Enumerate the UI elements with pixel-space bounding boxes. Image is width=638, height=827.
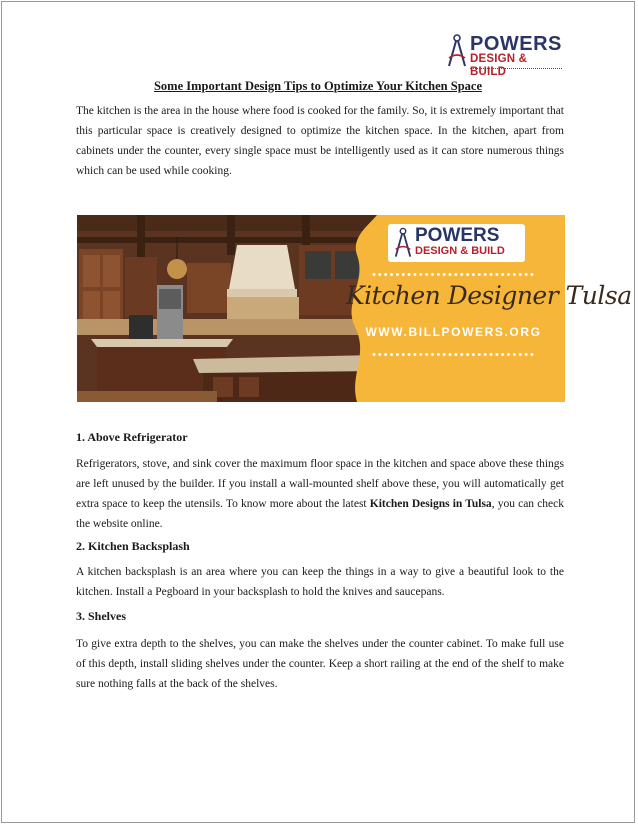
banner-logo (388, 224, 525, 262)
paragraph-text: Refrigerators, stove, and sink cover the maximum floor space in the kitchen and space above these things are left unused by the builder. If you install a wall-mounted shelf above these, you will automatically get extra space to keep the utensils. To know more about the latest (76, 458, 564, 510)
document-title: Some Important Design Tips to Optimize Your Kitchen Space (153, 79, 483, 93)
section-paragraph: To give extra depth to the shelves, you can make the shelves under the counter cabinet. To make full use of this depth, install sliding shelves under the counter. Keep a short railing at the end of the shelf to make sure nothing falls at the back of the shelves. (76, 638, 564, 690)
section-paragraph (76, 454, 564, 534)
logo-divider (470, 68, 562, 69)
compass-icon (446, 34, 468, 68)
banner-dots-bottom: •••••••••••••••••••••••••••• (372, 349, 536, 361)
intro-paragraph: The kitchen is the area in the house where food is cooked for the family. So, it is extremely important that this particular space is creatively designed to optimize the kitchen space. In the kitchen, apart from cabinets under the counter, every single space must be intelligently used as it can store numerous things which can be used while cooking. (76, 105, 564, 177)
section-paragraph: A kitchen backsplash is an area where you can keep the things in a way to give a beautiful look to the kitchen. Install a Pegboard in your backsplash to hold the knives and saucepans. (76, 566, 564, 598)
kitchen-designs-link-text: Kitchen Designs in Tulsa (369, 498, 492, 510)
kitchen-banner-image (77, 215, 632, 402)
powers-logo (446, 32, 566, 78)
logo-word-design-build: DESIGN & BUILD (470, 53, 528, 78)
section-heading: 1. Above Refrigerator (76, 430, 188, 444)
document-page (1, 1, 635, 823)
compass-icon (393, 227, 413, 259)
logo-word-powers: POWERS (470, 33, 562, 55)
banner-dots-top: •••••••••••••••••••••••••••• (372, 269, 536, 281)
section-heading: 3. Shelves (76, 609, 127, 623)
banner-logo-word-powers: POWERS (415, 225, 500, 246)
paragraph-text: , you can check the website online. (76, 498, 565, 530)
banner-logo-word-design-build: DESIGN & BUILD (415, 245, 505, 257)
banner-url: WWW.BILLPOWERS.ORG (365, 325, 542, 339)
banner-tagline: Kitchen Designer Tulsa (346, 281, 632, 310)
section-heading: 2. Kitchen Backsplash (76, 539, 190, 553)
